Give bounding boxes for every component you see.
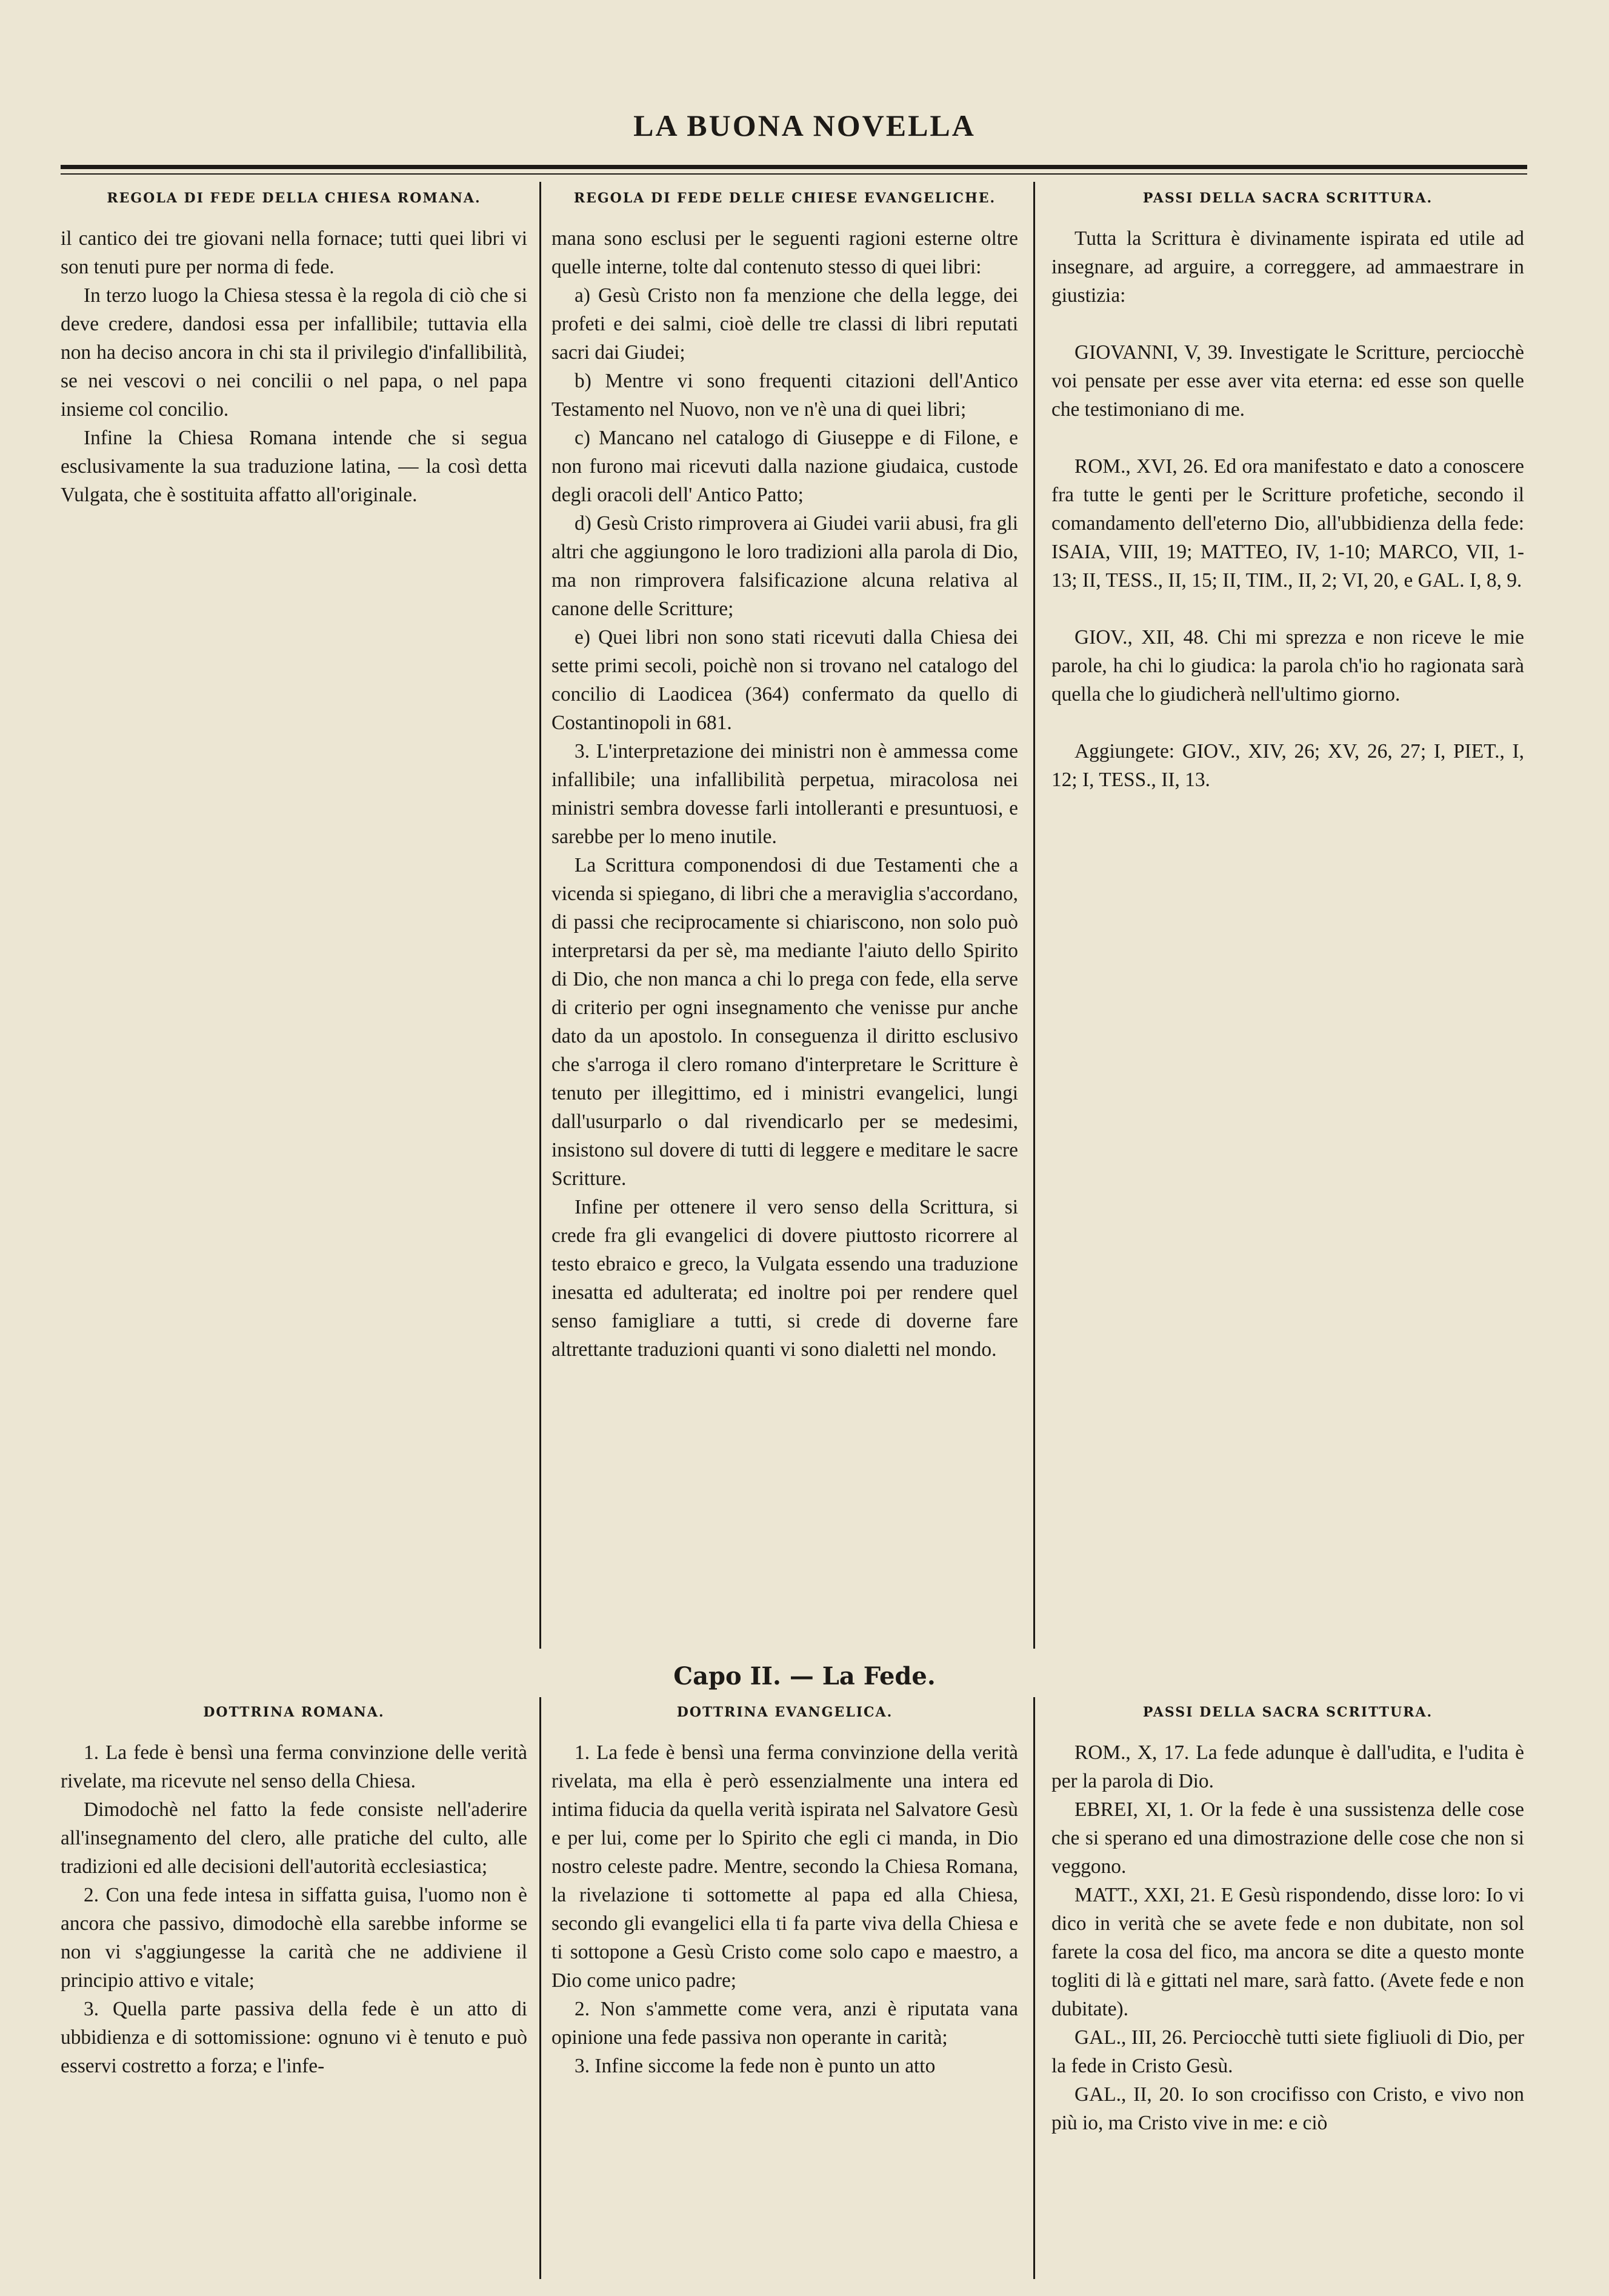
paragraph: 2. Non s'ammette come vera, anzi è riputata vana opinione una fede passiva non operante in carità; — [551, 1998, 1018, 2049]
paragraph: 2. Con una fede intesa in siffatta guisa, l'uomo non è ancora che passivo, dimodochè ella sarebbe informe se non vi s'aggiungesse la carità che ne addiviene il principio attivo e vitale; — [61, 1884, 527, 1992]
scripture-passage: Aggiungete: GIOV., XIV, 26; XV, 26, 27; I, PIET., I, 12; I, TESS., II, 13. — [1051, 740, 1524, 791]
paragraph: c) Mancano nel catalogo di Giuseppe e di Filone, e non furono mai ricevuti dalla nazione giudaica, custode degli oracoli dell' Antico Patto; — [551, 427, 1018, 506]
paragraph: e) Quei libri non sono stati ricevuti dalla Chiesa dei sette primi secoli, poichè non si trovano nel catalogo del concilio di Laodicea (364) confermato da quello di Costantinopoli in 681. — [551, 626, 1018, 734]
column-body — [1051, 224, 1524, 794]
column-body — [551, 1738, 1018, 2080]
paragraph: b) Mentre vi sono frequenti citazioni dell'Antico Testamento nel Nuovo, non ve n'è una di quei libri; — [551, 370, 1018, 421]
paragraph: Infine la Chiesa Romana intende che si segua esclusivamente la sua traduzione latina, — la così detta Vulgata, che è sostituita affatto all'originale. — [61, 427, 527, 506]
scripture-passage: GIOVANNI, V, 39. Investigate le Scritture, perciocchè voi pensate per esse aver vita eterna: ed esse son quelle che testimoniano di me. — [1051, 341, 1524, 421]
scripture-passage: GAL., III, 26. Perciocchè tutti siete figliuoli di Dio, per la fede in Cristo Gesù. — [1051, 2026, 1524, 2077]
paragraph: Infine per ottenere il vero senso della Scrittura, si crede fra gli evangelici di dovere piuttosto ricorrere al testo ebraico e greco, la Vulgata essendo una traduzione inesatta ed adulterata; ed inoltre poi per rendere quel senso famigliare a tutti, si crede di doverne fare altrettante traduzioni quanti vi sono dialetti nel mondo. — [551, 1196, 1018, 1361]
column-divider — [539, 1697, 541, 2279]
column-heading: DOTTRINA ROMANA. — [203, 1704, 385, 1720]
paragraph: il cantico dei tre giovani nella fornace; tutti quei libri vi son tenuti pure per norma di fede. — [61, 227, 527, 278]
scripture-passage: GIOV., XII, 48. Chi mi sprezza e non riceve le mie parole, ha chi lo giudica: la parola ch'io ho ragionata sarà quella che lo giudicherà nell'ultimo giorno. — [1051, 626, 1524, 706]
column-body — [551, 224, 1018, 1364]
column-body — [1051, 1738, 1524, 2137]
column-heading: DOTTRINA EVANGELICA. — [676, 1704, 893, 1720]
column-body — [61, 224, 527, 509]
bottom-column-scripture — [1051, 1703, 1524, 2137]
paragraph: 1. La fede è bensì una ferma convinzione della verità rivelata, ma ella è però essenzialmente una intera ed intima fiducia da quella verità ispirata nel Salvatore Gesù e per lui, come per lo Spirito che egli ci manda, in Dio nostro celeste padre. Mentre, secondo la Chiesa Romana, la rivelazione ti sottomette al papa ed alla Chiesa, secondo gli evangelici ella ti fa parte viva della Chiesa e ti sottopone a Gesù Cristo come solo capo e maestro, a Dio come unico padre; — [551, 1741, 1018, 1992]
column-divider — [1033, 182, 1035, 1649]
column-heading: PASSI DELLA SACRA SCRITTURA. — [1142, 190, 1433, 206]
bottom-column-roman — [61, 1703, 527, 2080]
bottom-column-evangelical — [551, 1703, 1018, 2080]
top-column-scripture — [1051, 189, 1524, 794]
scripture-passage: GAL., II, 20. Io son crocifisso con Cristo, e vivo non più io, ma Cristo vive in me: e ciò — [1051, 2083, 1524, 2134]
paragraph: 3. Quella parte passiva della fede è un atto di ubbidienza e di sottomissione: ognuno vi è tenuto e può esservi costretto a forza; e l'infe- — [61, 1998, 527, 2077]
column-heading: REGOLA DI FEDE DELLA CHIESA ROMANA. — [107, 190, 481, 206]
header-rule-thick — [61, 165, 1527, 169]
column-divider — [539, 182, 541, 1649]
scripture-passage: ROM., X, 17. La fede adunque è dall'udita, e l'udita è per la parola di Dio. — [1051, 1741, 1524, 1792]
top-column-evangelical — [551, 189, 1018, 1364]
scripture-passage: ROM., XVI, 26. Ed ora manifestato e dato a conoscere fra tutte le genti per le Scritture profetiche, secondo il comandamento dell'eterno Dio, all'ubbidienza della fede: ISAIA, VIII, 19; MATTEO, IV, 1-10; MARCO, VII, 1-13; II, TESS., II, 15; II, TIM., II, 2; VI, 20, e GAL. I, 8, 9. — [1051, 455, 1524, 592]
paragraph: 1. La fede è bensì una ferma convinzione delle verità rivelate, ma ricevute nel senso della Chiesa. — [61, 1741, 527, 1792]
paragraph: a) Gesù Cristo non fa menzione che della legge, dei profeti e dei salmi, cioè delle tre classi di libri reputati sacri dai Giudei; — [551, 284, 1018, 364]
paragraph: d) Gesù Cristo rimprovera ai Giudei varii abusi, fra gli altri che aggiungono le loro tradizioni alla parola di Dio, ma non rimprovera falsificazione alcuna relativa al canone delle Scritture; — [551, 512, 1018, 620]
column-heading: REGOLA DI FEDE DELLE CHIESE EVANGELICHE. — [573, 190, 996, 206]
scripture-passage: MATT., XXI, 21. E Gesù rispondendo, disse loro: Io vi dico in verità che se avete fede e non dubitate, non sol farete la cosa del fico, ma ancora se dite a questo monte togliti di là e gittati nel mare, sarà fatto. (Avete fede e non dubitate). — [1051, 1884, 1524, 2020]
scripture-passage: EBREI, XI, 1. Or la fede è una sussistenza delle cose che si sperano ed una dimostrazione delle cose che non si veggono. — [1051, 1798, 1524, 1878]
paragraph: mana sono esclusi per le seguenti ragioni esterne oltre quelle interne, tolte dal contenuto stesso di quei libri: — [551, 227, 1018, 278]
column-body — [61, 1738, 527, 2080]
paragraph: 3. L'interpretazione dei ministri non è ammessa come infallibile; una infallibilità perpetua, miracolosa nei ministri sembra dovesse farli intolleranti e presuntuosi, e sarebbe per lo meno inutile. — [551, 740, 1018, 848]
column-heading: PASSI DELLA SACRA SCRITTURA. — [1142, 1704, 1433, 1720]
paragraph: Dimodochè nel fatto la fede consiste nell'aderire all'insegnamento del clero, alle pratiche del culto, alle tradizioni ed alle decisioni dell'autorità ecclesiastica; — [61, 1798, 527, 1878]
chapter-title: Capo II. — La Fede. — [673, 1662, 936, 1690]
header-rule-thin — [61, 173, 1527, 175]
paragraph: La Scrittura componendosi di due Testamenti che a vicenda si spiegano, di libri che a meraviglia s'accordano, di passi che reciprocamente si chiariscono, non solo può interpretarsi da per sè, ma mediante l'aiuto dello Spirito di Dio, che non manca a chi lo prega con fede, ella serve di criterio per ogni insegnamento che venisse pur anche dato da un apostolo. In conseguenza il diritto esclusivo che s'arroga il clero romano d'interpretare le Scritture è tenuto per illegittimo, ed i ministri evangelici, lungi dall'usurparlo o dal rivendicarlo per se medesimi, insistono sul dovere di tutti di leggere e meditare le sacre Scritture. — [551, 854, 1019, 1190]
page-title: LA BUONA NOVELLA — [633, 108, 976, 142]
paragraph: 3. Infine siccome la fede non è punto un atto — [575, 2055, 936, 2077]
column-divider — [1033, 1697, 1035, 2279]
paragraph: Tutta la Scrittura è divinamente ispirata ed utile ad insegnare, ad arguire, a correggere, ad ammaestrare in giustizia: — [1051, 227, 1524, 307]
top-column-roman — [61, 189, 527, 509]
paragraph: In terzo luogo la Chiesa stessa è la regola di ciò che si deve credere, dandosi essa per infallibile; tuttavia ella non ha deciso ancora in chi sta il privilegio d'infallibilità, se nei vescovi o nei concilii o nel papa, o nel papa insieme col concilio. — [61, 284, 527, 421]
